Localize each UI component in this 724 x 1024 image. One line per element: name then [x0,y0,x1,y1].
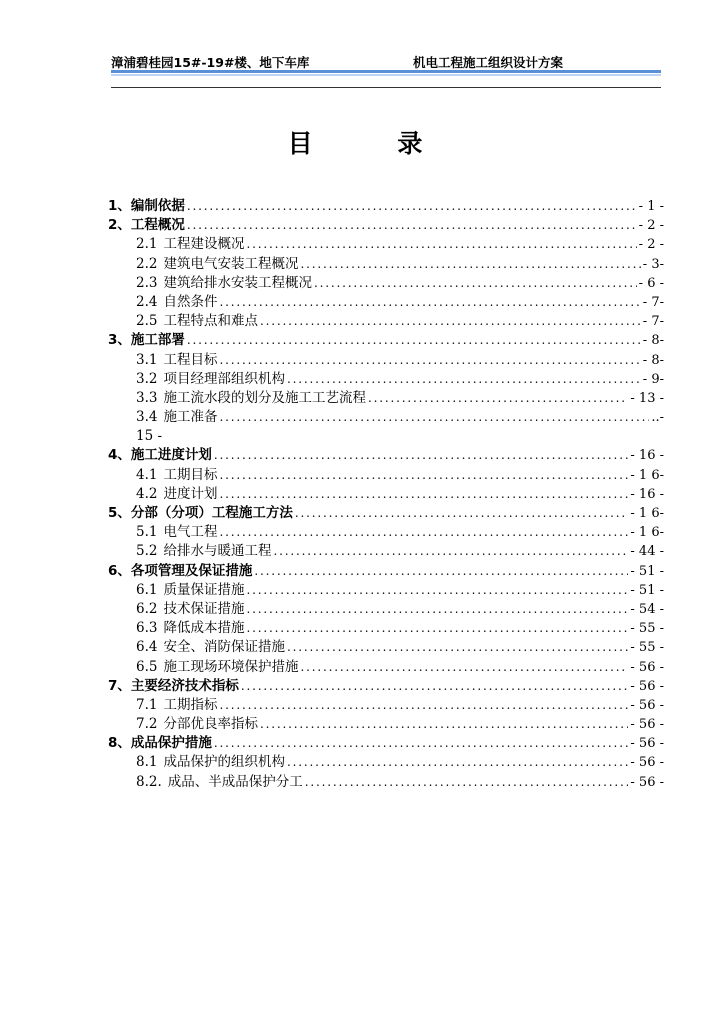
toc-entry-page: - 56 - [630,697,664,713]
toc-entry[interactable] [108,255,664,274]
toc-entry-number: 3.3 [136,389,158,406]
toc-entry-number: 8.2. [136,773,162,790]
toc-entry-text: 降低成本措施 [163,620,245,637]
toc-leader-dots [305,773,629,792]
toc-entry-text: 工期目标 [163,466,218,483]
toc-entry-number: 3.1 [136,351,158,368]
toc-entry-number: 5、 [108,505,131,521]
toc-entry-number: 5.2 [136,543,158,560]
toc-leader-dots [295,504,629,523]
toc-entry-number: 2.1 [136,236,158,253]
toc-entry-page: - 1 6- [630,506,664,521]
toc-leader-dots [219,696,628,715]
toc-leader-dots [368,389,628,408]
toc-entry[interactable] [108,389,664,408]
toc-entry-number: 8、 [108,735,131,752]
toc-leader-dots [187,197,637,216]
toc-entry-text: 各项管理及保证措施 [130,562,253,579]
toc-leader-dots [187,331,641,350]
toc-entry[interactable] [108,619,664,638]
toc-entry-text: 给排水与暖通工程 [163,543,272,560]
toc-entry-page: - 9- [642,371,664,387]
toc-entry-page: - 56 - [630,774,664,790]
toc-entry-number: 7.1 [136,696,158,713]
toc-entry-text: 成品保护的组织机构 [163,754,285,771]
toc-entry-text: 建筑给排水安装工程概况 [163,274,312,291]
toc-leader-dots [241,677,629,696]
toc-entry[interactable] [108,753,664,772]
toc-entry-text: 安全、消防保证措施 [163,639,285,656]
toc-entry-page: - 16 - [630,448,664,464]
toc-entry[interactable] [108,331,664,350]
toc-leader-dots [219,485,628,504]
toc-entry-number: 5.1 [136,524,158,541]
toc-entry-page: - 13 - [630,390,664,406]
toc-leader-dots [287,370,641,389]
toc-entry-text: 工程建设概况 [163,236,245,253]
toc-entry-page: - 56 - [630,755,664,771]
toc-entry[interactable] [108,562,664,581]
toc-entry-page: - 1 6- [630,525,664,541]
toc-entry-page: - 8- [642,333,664,349]
toc-entry-text: 项目经理部组织机构 [163,370,285,387]
toc-entry-number: 6.5 [136,658,158,675]
toc-entry[interactable] [108,408,664,427]
toc-leader-dots [254,562,628,581]
toc-leader-dots [314,274,637,293]
toc-entry[interactable] [108,658,664,677]
toc-entry-number: 6.2 [136,600,158,617]
toc-entry-page: - 1 - [638,199,664,214]
toc-entry-text: 建筑电气安装工程概况 [163,255,299,272]
toc-leader-dots [260,312,641,331]
toc-entry[interactable] [108,773,664,792]
toc-entry[interactable] [108,485,664,504]
toc-entry-text: 质量保证措施 [163,581,245,598]
toc-entry-text: 编制依据 [130,198,185,214]
toc-entry[interactable] [108,216,664,235]
toc-leader-dots [246,581,628,600]
toc-entry-text: 电气工程 [163,524,218,541]
toc-entry[interactable] [108,312,664,331]
toc-leader-dots [219,293,640,312]
toc-leader-dots [260,715,628,734]
toc-entry-text: 成品、半成品保护分工 [167,773,303,790]
toc-entry-page-continued: 15 - [136,428,163,445]
toc-entry-page: - 55 - [630,621,664,637]
toc-entry-page: - 51 - [630,582,664,598]
toc-leader-dots [187,216,637,235]
toc-entry-page: - 56 - [630,659,664,675]
toc-entry-text: 工程目标 [163,351,218,368]
toc-entry[interactable] [108,523,664,542]
toc-entry-number: 2.5 [136,313,158,330]
toc-entry[interactable] [108,446,664,465]
toc-entry-page: - 56 - [630,736,664,752]
toc-entry[interactable] [108,677,664,696]
toc-entry-text: 施工现场环境保护措施 [163,658,299,675]
toc-leader-dots [246,235,636,254]
toc-entry-page: - 2 - [638,237,664,253]
toc-entry-number: 4.2 [136,485,158,502]
toc-entry-page: - 54 - [630,601,664,617]
toc-entry-page: - 51 - [630,563,664,579]
toc-entry-text: 施工流水段的划分及施工工艺流程 [163,389,366,406]
toc-entry-page: - 2 - [638,218,664,234]
table-of-contents [108,197,664,792]
toc-entry[interactable] [108,466,664,485]
toc-entry-page: - 55 - [630,640,664,656]
toc-leader-dots [300,255,640,274]
toc-entry[interactable] [108,293,664,312]
header-rule-blue [111,70,661,73]
toc-entry-number: 1、 [108,198,131,214]
toc-entry-number: 6、 [108,562,131,579]
toc-entry-number: 7.2 [136,716,158,733]
toc-entry-page: - 56 - [630,678,664,694]
toc-entry-number: 6.3 [136,620,158,637]
toc-entry-text: 分部（分项）工程施工方法 [130,505,293,521]
toc-entry-number: 3.4 [136,409,158,426]
toc-entry-text: 工程概况 [130,217,185,234]
toc-entry-number: 3、 [108,332,131,349]
toc-leader-dots [219,523,628,542]
toc-entry-page: - 16 - [630,486,664,502]
toc-entry[interactable] [108,235,664,254]
toc-entry-text: 施工进度计划 [130,447,212,464]
toc-entry-text: 成品保护措施 [130,735,212,752]
toc-leader-dots [219,466,628,485]
toc-entry-text: 分部优良率指标 [163,716,258,733]
toc-entry-number: 4、 [108,447,131,464]
toc-entry-page: - 7- [642,314,664,330]
toc-entry-text: 施工部署 [130,332,185,349]
toc-entry-page: - 3- [642,256,664,272]
toc-entry-text: 主要经济技术指标 [130,677,239,694]
toc-entry-text: 自然条件 [163,293,218,310]
toc-entry[interactable] [108,600,664,619]
toc-entry-text: 工程特点和难点 [163,313,258,330]
toc-entry[interactable] [108,581,664,600]
toc-entry-page: ..- [651,410,664,426]
header-rule-thin [111,87,661,88]
toc-entry-number: 4.1 [136,466,158,483]
header-rule-light [111,74,661,76]
toc-entry-number: 2.2 [136,255,158,272]
toc-entry-number: 3.2 [136,370,158,387]
toc-entry[interactable] [108,197,664,216]
toc-entry-text: 技术保证措施 [163,600,245,617]
toc-entry-text: 进度计划 [163,485,218,502]
toc-entry[interactable] [108,370,664,389]
toc-leader-dots [273,542,628,561]
toc-entry[interactable] [108,504,664,523]
toc-entry-number: 2.3 [136,274,158,291]
toc-leader-dots [246,619,628,638]
toc-entry-number: 7、 [108,677,131,694]
header-plan-title: 机电工程施工组织设计方案 [413,55,564,70]
toc-entry-number: 2、 [108,217,131,234]
toc-leader-dots [300,658,628,677]
toc-leader-dots [287,753,628,772]
toc-leader-dots [219,408,649,427]
toc-entry[interactable] [108,715,664,734]
toc-leader-dots [214,734,629,753]
toc-entry[interactable] [108,274,664,293]
toc-leader-dots [214,446,629,465]
toc-entry-page: - 8- [642,352,664,368]
toc-entry[interactable] [108,638,664,657]
header-project-name: 漳浦碧桂园15#-19#楼、地下车库 [111,55,310,70]
toc-entry-page: - 6 - [638,275,664,291]
toc-entry[interactable] [108,696,664,715]
toc-leader-dots [219,351,640,370]
page-title: 目 录 [287,129,461,158]
toc-entry-number: 6.1 [136,581,158,598]
toc-entry-text: 工期指标 [163,696,218,713]
toc-entry[interactable] [108,542,664,561]
toc-entry-number: 6.4 [136,639,158,656]
toc-leader-dots [246,600,628,619]
toc-entry-number: 2.4 [136,293,158,310]
toc-entry[interactable] [108,734,664,753]
toc-entry[interactable] [108,351,664,370]
toc-entry-page: - 7- [642,294,664,310]
toc-entry-page: - 56 - [630,717,664,733]
toc-entry-page: - 44 - [630,544,664,560]
toc-entry-number: 8.1 [136,754,158,771]
toc-leader-dots [287,638,628,657]
toc-entry-page: - 1 6- [630,467,664,483]
toc-entry-text: 施工准备 [163,409,218,426]
